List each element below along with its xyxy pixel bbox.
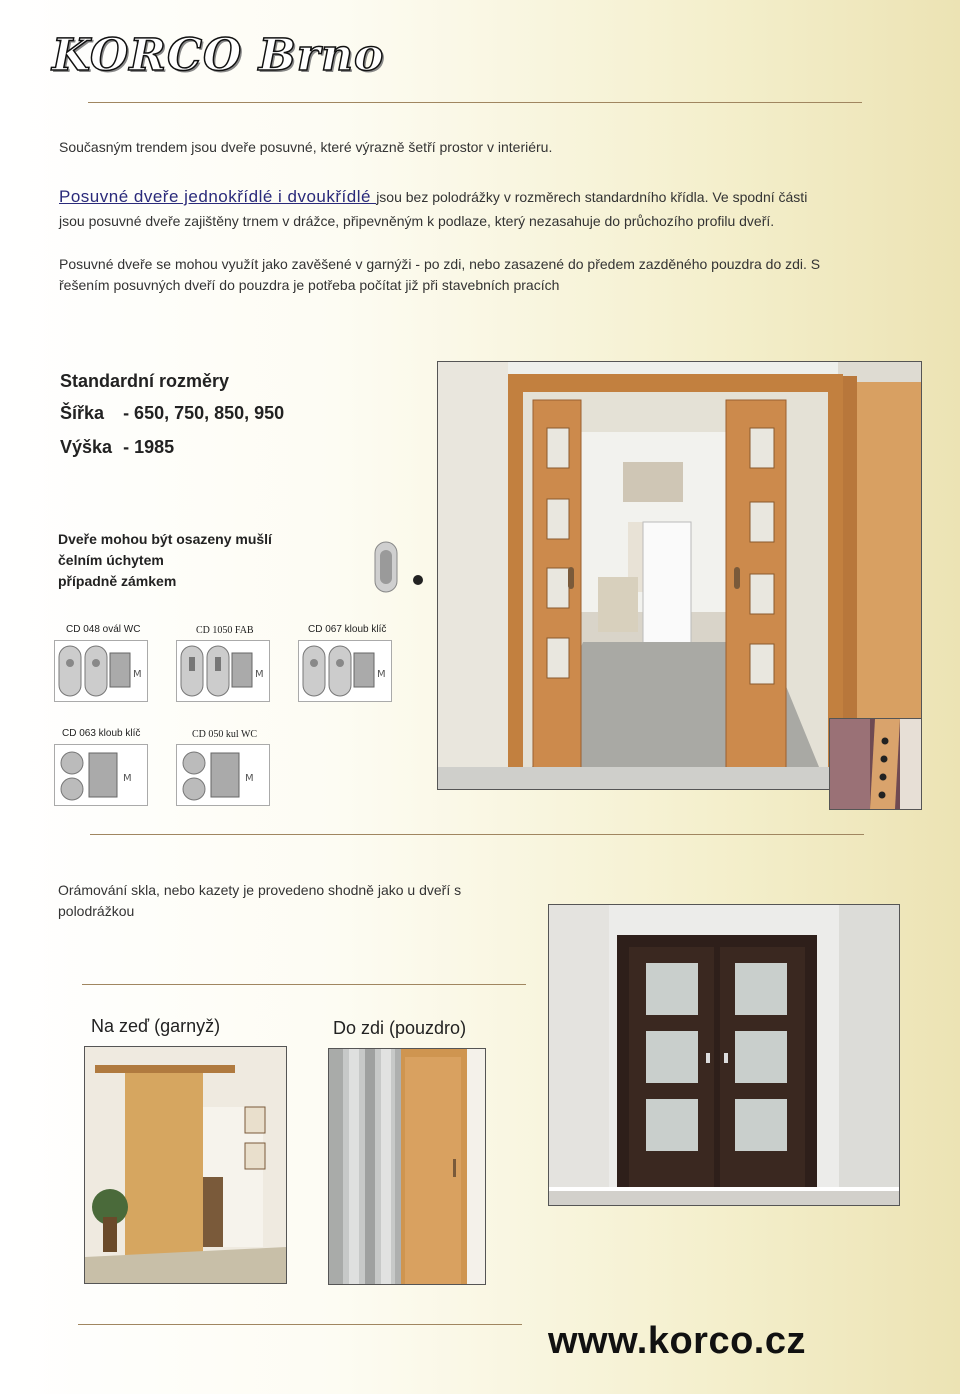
handle-image-cd050 bbox=[176, 744, 270, 806]
header-rule bbox=[88, 102, 862, 103]
height-label: Výška bbox=[60, 437, 113, 457]
handle-caption-cd050: CD 050 kul WC bbox=[192, 729, 258, 740]
handle-caption-cd048: CD 048 ovál WC bbox=[66, 624, 141, 635]
specs-height bbox=[60, 437, 174, 458]
specs-title: Standardní rozměry bbox=[60, 371, 230, 391]
intro-paragraph-2 bbox=[59, 185, 909, 209]
width-label: Šířka bbox=[60, 403, 105, 423]
door-edge-detail-photo bbox=[829, 718, 922, 810]
glass-note-line1: Orámování skla, nebo kazety je provedeno shodně jako u dveří s bbox=[58, 882, 462, 898]
handle-caption-cd1050: CD 1050 FAB bbox=[196, 625, 254, 636]
handle-image-cd1050 bbox=[176, 640, 270, 702]
website-link[interactable]: www.korco.cz bbox=[548, 1320, 806, 1362]
intro-paragraph-3-line2: řešením posuvných dveří do pouzdra je potřeba počítat již při stavebních pracích bbox=[59, 277, 560, 293]
svg-text:M: M bbox=[245, 773, 254, 784]
handle-caption-cd063: CD 063 kloub klíč bbox=[62, 728, 141, 739]
sliding-doors-highlight: Posuvné dveře jednokřídlé i dvoukřídlé bbox=[59, 187, 377, 206]
glass-note-line2: polodrážkou bbox=[58, 903, 135, 919]
svg-text:M: M bbox=[133, 669, 142, 680]
intro-paragraph-1: Současným trendem jsou dveře posuvné, které výrazně šetří prostor v interiéru. bbox=[59, 139, 553, 155]
svg-text:M: M bbox=[377, 669, 386, 680]
handle-caption-cd067: CD 067 kloub klíč bbox=[308, 624, 387, 635]
variant-label-pocket: Do zdi (pouzdro) bbox=[333, 1018, 467, 1038]
intro-paragraph-3-line1: Posuvné dveře se mohou využít jako zavěšené v garnýži - po zdi, nebo zasazené do předem zazděného pouzdra do zdi. S bbox=[59, 256, 821, 272]
width-values: - 650, 750, 850, 950 bbox=[123, 403, 285, 423]
handles-text-line3: případně zámkem bbox=[58, 573, 177, 589]
handle-image-cd048 bbox=[54, 640, 148, 702]
variant-label-wall: Na zeď (garnyž) bbox=[91, 1016, 221, 1036]
intro-paragraph-2-line2: jsou posuvné dveře zajištěny trnem v drážce, připevněným k podlaze, který nezasahuje do průchozího profilu dveří. bbox=[59, 213, 775, 229]
footer-rule bbox=[78, 1324, 522, 1325]
company-logo: KORCO Brno bbox=[52, 30, 385, 81]
handles-text-line2: čelním úchytem bbox=[58, 552, 164, 568]
intro-paragraph-2-line1: jsou bez polodrážky v rozměrech standardního křídla. Ve spodní části bbox=[376, 189, 808, 205]
handle-image-cd063 bbox=[54, 744, 148, 806]
wall-mounted-door-photo bbox=[84, 1046, 287, 1284]
svg-text:M: M bbox=[255, 669, 264, 680]
handle-image-cd067 bbox=[298, 640, 392, 702]
handles-text bbox=[58, 529, 272, 592]
svg-text:M: M bbox=[123, 773, 132, 784]
glass-note bbox=[58, 880, 461, 922]
handles-text-line1: Dveře mohou být osazeny mušlí bbox=[58, 531, 272, 547]
pocket-door-photo bbox=[328, 1048, 486, 1285]
variants-rule bbox=[82, 984, 526, 985]
shell-handle-image bbox=[372, 540, 430, 595]
specs-width bbox=[60, 403, 284, 424]
dark-double-door-photo bbox=[548, 904, 900, 1206]
middle-rule bbox=[90, 834, 864, 835]
height-value: - 1985 bbox=[123, 437, 175, 457]
